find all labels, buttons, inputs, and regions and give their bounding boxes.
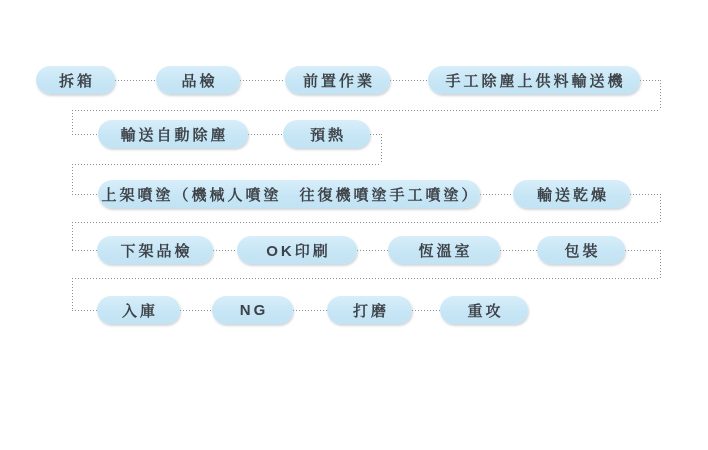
dotted-connector [72,278,660,279]
dotted-connector [500,250,537,251]
dotted-connector [480,194,513,195]
flow-node-warehousing: 入庫 [97,296,180,324]
dotted-connector [660,250,661,278]
dotted-connector [72,194,98,195]
dotted-connector [72,222,73,250]
dotted-connector [293,310,327,311]
dotted-connector [72,310,97,311]
flow-node-unpacking: 拆箱 [36,66,115,94]
dotted-connector [240,80,285,81]
dotted-connector [115,80,156,81]
dotted-connector [72,250,97,251]
dotted-connector [213,250,237,251]
dotted-connector [180,310,212,311]
flow-node-conveyor-drying: 輸送乾燥 [513,180,630,208]
dotted-connector [660,80,661,110]
flow-node-sanding: 打磨 [327,296,412,324]
flow-node-ok-printing: OK印刷 [237,236,357,264]
dotted-connector [381,134,382,164]
dotted-connector [248,134,283,135]
flow-node-preheat: 預熱 [283,120,370,148]
dotted-connector [72,110,73,134]
dotted-connector [625,250,660,251]
flow-node-pre-operation: 前置作業 [285,66,390,94]
dotted-connector [640,80,660,81]
flow-node-manual-dedust-feed-conveyor: 手工除塵上供料輸送機 [428,66,640,94]
dotted-connector [72,278,73,310]
flow-node-constant-temp-room: 恆溫室 [388,236,500,264]
dotted-connector [72,164,381,165]
flow-node-quality-check: 品檢 [156,66,240,94]
flow-node-unrack-quality-check: 下架品檢 [97,236,213,264]
dotted-connector [72,134,98,135]
dotted-connector [72,222,660,223]
flow-node-packaging: 包裝 [537,236,625,264]
dotted-connector [72,110,660,111]
dotted-connector [412,310,440,311]
dotted-connector [660,194,661,222]
dotted-connector [370,134,381,135]
flow-node-conveyor-auto-dedust: 輸送自動除塵 [98,120,248,148]
dotted-connector [357,250,388,251]
flow-node-rack-spraying: 上架噴塗（機械人噴塗 往復機噴塗手工噴塗） [98,180,480,208]
flow-node-ng: NG [212,296,293,324]
dotted-connector [72,164,73,194]
dotted-connector [390,80,428,81]
dotted-connector [630,194,660,195]
flow-node-rework: 重攻 [440,296,528,324]
